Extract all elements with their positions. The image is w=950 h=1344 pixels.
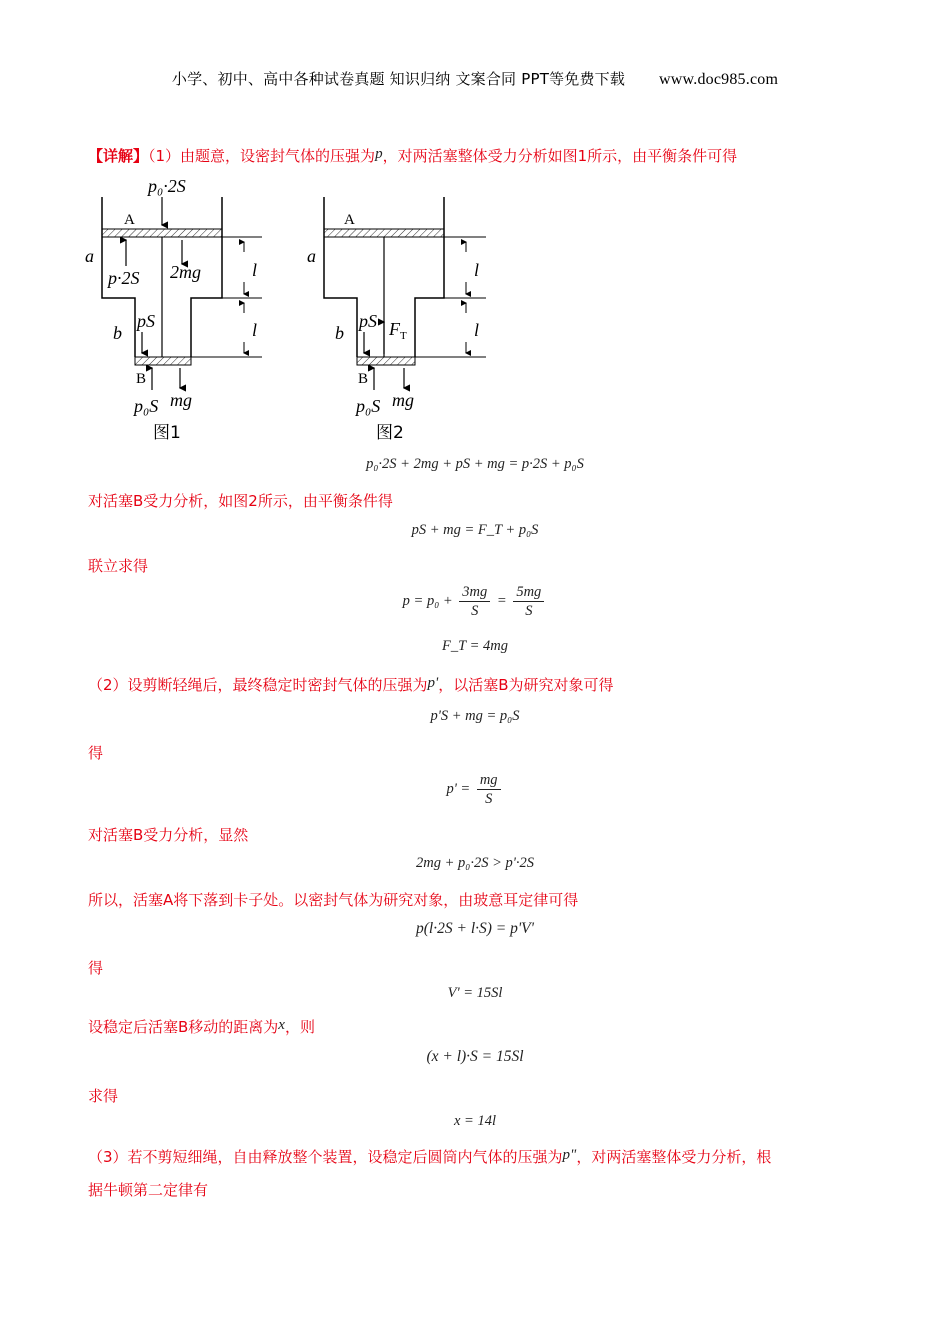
part1-intro-a: （1）由题意，设密封气体的压强为 [148, 147, 376, 165]
text-de-2: 得 [88, 959, 104, 977]
eq3-fraction-1: $\frac{3mg}{S}$ [459, 583, 490, 620]
header-left-text: 小学、初中、高中各种试卷真题 知识归纳 文案合同 PPT等免费下载 [171, 70, 626, 88]
equation-5: p'S + mg = p₀S [430, 708, 520, 724]
equation-2: pS + mg = F_T + p₀S [411, 522, 539, 538]
equation-1: p₀·2S + 2mg + pS + mg = p·2S + p₀S [366, 456, 584, 472]
fig2-piston-a [324, 229, 444, 237]
piston-b [135, 357, 191, 365]
fig2-weight-bottom: mg [392, 390, 414, 410]
fig1-label-b: b [113, 323, 122, 343]
text-boyle: 所以，活塞A将下落到卡子处。以密封气体为研究对象，由玻意耳定律可得 [88, 891, 579, 909]
header-url: www.doc985.com [659, 71, 779, 88]
equation-8: p(l·2S + l·S) = p'V' [416, 920, 534, 937]
page-header [0, 68, 950, 89]
equation-6: p' = $\frac{mg}{S}$ [0, 771, 950, 808]
fig2-ft: $F_T$ [389, 319, 407, 342]
fig1-label-a: a [85, 246, 94, 266]
fig1-weight-top: 2mg [170, 262, 201, 282]
fig2-label-b-upper: B [358, 371, 369, 387]
fig1-label-a-upper: A [124, 212, 135, 228]
equation-9: V' = 15Sl [447, 985, 503, 1001]
fig1-l-top: l [252, 260, 258, 280]
fig1-inner-force: p·2S [108, 268, 140, 288]
part1-intro [88, 145, 888, 166]
part3-line-2: 据牛顿第二定律有 [88, 1181, 209, 1199]
fig2-label-a: a [307, 246, 316, 266]
fig2-ps: pS [359, 311, 377, 331]
equation-10: (x + l)·S = 15Sl [426, 1048, 524, 1065]
fig1-label-b-upper: B [136, 371, 147, 387]
part1-intro-var: p [375, 146, 383, 162]
fig1-top-force: p₀·2S [148, 176, 186, 196]
eq6-fraction: $\frac{mg}{S}$ [477, 771, 501, 808]
text-obviously: 对活塞B受力分析，显然 [88, 826, 249, 844]
fig2-bottom-force: p₀S [356, 396, 381, 416]
figure-2 [300, 172, 500, 447]
text-de-1: 得 [88, 744, 104, 762]
text-combine: 联立求得 [88, 557, 149, 575]
fig1-weight-bottom: mg [170, 390, 192, 410]
part1-intro-b: ，对两活塞整体受力分析如图1所示，由平衡条件可得 [382, 147, 738, 165]
equation-7: 2mg + p₀·2S > p'·2S [416, 855, 534, 871]
part3-line-1: （3）若不剪短细绳，自由释放整个装置，设稳定后圆筒内气体的压强为p"，对两活塞整体受力分析，根 [88, 1147, 772, 1166]
fig2-label-a-upper: A [344, 212, 355, 228]
detail-label: 【详解】 [88, 147, 149, 165]
text-distance: 设稳定后活塞B移动的距离为x，则 [88, 1017, 315, 1036]
equation-3 [0, 583, 950, 620]
fig1-caption: 图1 [153, 423, 181, 443]
piston-a [102, 229, 222, 237]
equation-11: x = 14l [454, 1113, 496, 1129]
fig1-l-bottom: l [252, 320, 258, 340]
fig2-cylinder-right-wall [415, 197, 444, 357]
part2-intro: （2）设剪断轻绳后，最终稳定时密封气体的压强为p'，以活塞B为研究对象可得 [88, 675, 614, 694]
fig2-l-top: l [474, 260, 480, 280]
fig2-caption: 图2 [376, 423, 404, 443]
equation-4: F_T = 4mg [442, 638, 508, 654]
text-piston-b-analysis: 对活塞B受力分析，如图2所示，由平衡条件得 [88, 492, 393, 510]
text-solve: 求得 [88, 1087, 119, 1105]
fig1-ps: pS [137, 311, 155, 331]
fig2-piston-b [357, 357, 415, 365]
fig2-l-bottom: l [474, 320, 480, 340]
fig2-label-b: b [335, 323, 344, 343]
figure-1 [80, 172, 280, 447]
eq3-fraction-2: $\frac{5mg}{S}$ [513, 583, 544, 620]
fig1-bottom-force: p₀S [134, 396, 159, 416]
eq3-equals: = [496, 592, 507, 609]
eq3-lhs: p = p₀ + [402, 592, 453, 609]
